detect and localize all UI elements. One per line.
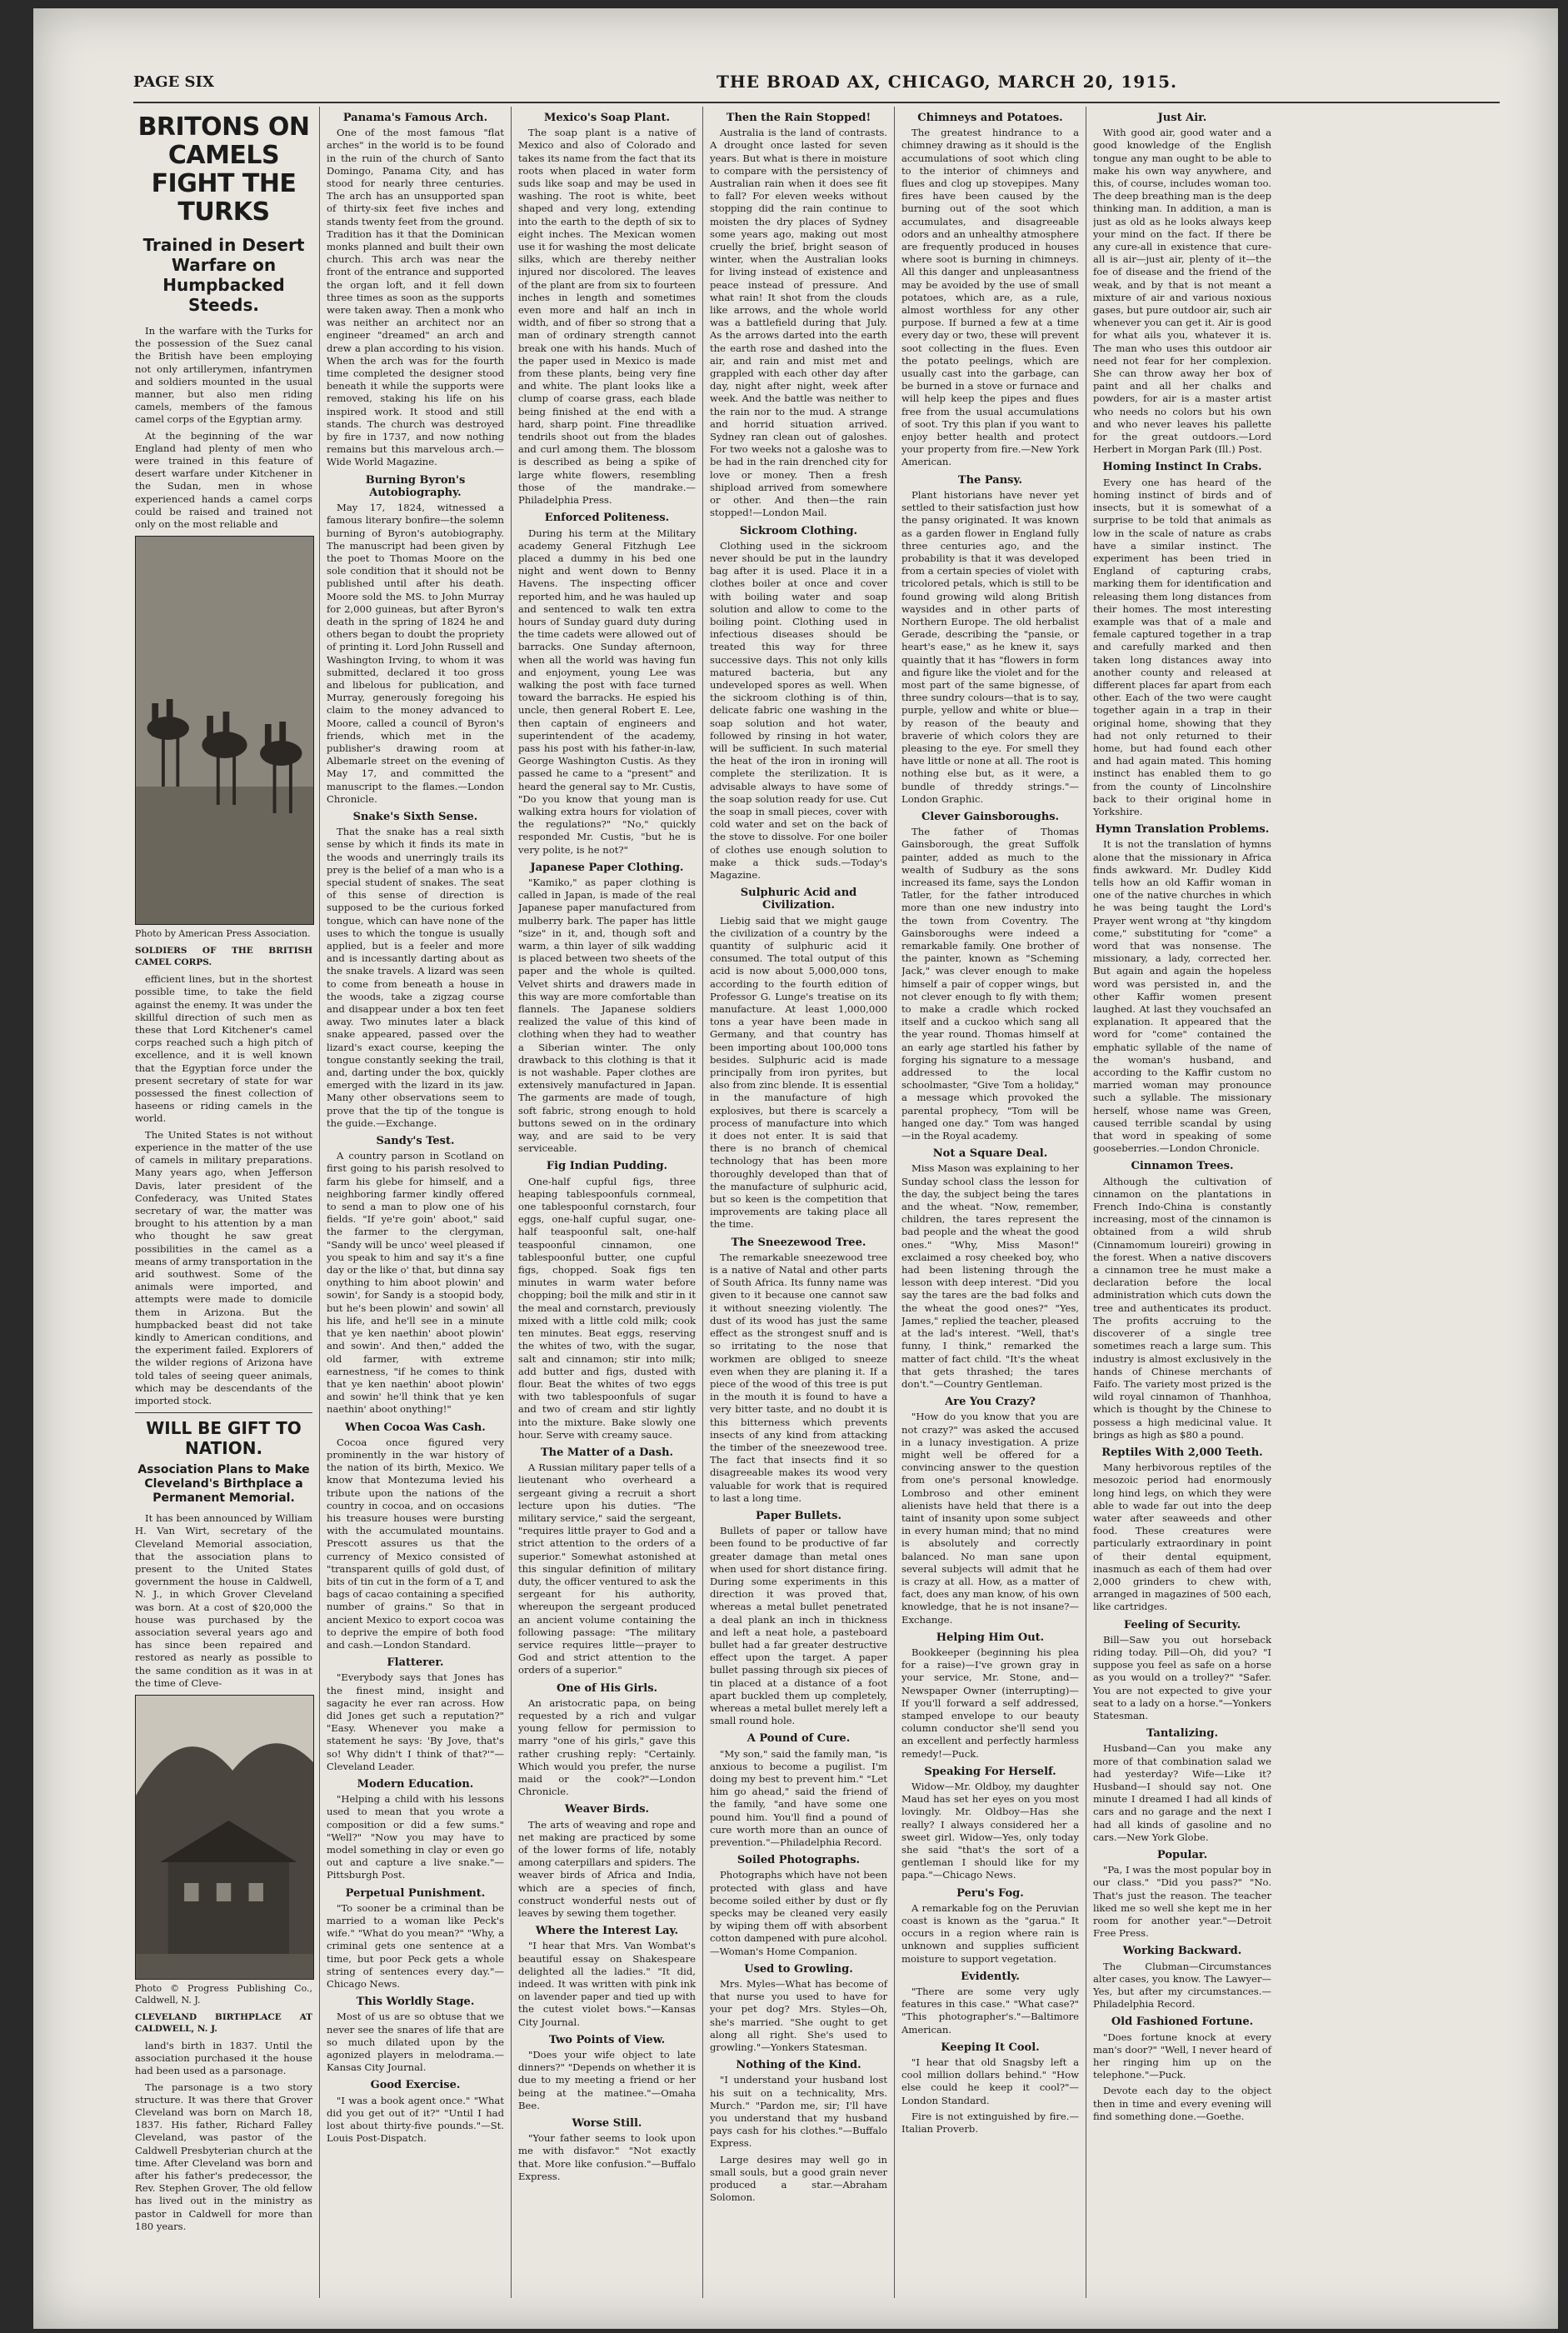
article-text: Miss Mason was explaining to her Sunday school class the lesson for the day, the subject being the tares and the wheat. "Now, remember, children, the tares represent the bad people and the wheat the good ones." "Why, Miss Mason!" exclaimed a rosy cheeked boy, who had been listening through the lesson with deep interest. "Did you say the tares are the bad folks and the wheat the good ones?" "Yes, James," replied the teacher, pleased at the lad's interest. "Well, that's funny, I think," remarked the matter of fact child. "It's the wheat that gets thrashed; the tares don't."—Country Gentleman.: [901, 1162, 1079, 1390]
article-title: Sickroom Clothing.: [739, 524, 858, 537]
article-text: "Does fortune knock at every man's door?" "Well, I never heard of her ringing him up on the telephone."—Puck.: [1093, 2031, 1271, 2081]
article-text: A Russian military paper tells of a lieutenant who overheard a sergeant giving a recruit a short lecture upon his duties. "The military service," said the sergeant, "requires little prayer to God and a strict attention to the orders of a superior." Somewhat astonished at this singular definition of military duty, the officer ventured to ask the sergeant for his authority, whereupon the sergeant produced an ancient volume containing the following passage: "The military service requires little—prayer to God and strict attention to the orders of a superior.": [518, 1461, 696, 1676]
article-title: The Sneezewood Tree.: [731, 1236, 866, 1249]
article-text: "I hear that Mrs. Van Wombat's beautiful essay on Shakespeare delighted all the ladies." "It did, indeed. It was written with pink ink on lavender paper and tied up with the cutest violet bows."—Kansas City Journal.: [518, 1940, 696, 2028]
newspaper-page: [33, 8, 1558, 2329]
article-text: With good air, good water and a good knowledge of the English tongue any man ought to be able to make his own way anywhere, and this, of course, includes woman too. The deep breathing man is the deep thinking man. In addition, a man is just as old as he looks always keep your mind on the fact. If there be any cure-all in existence that cure-all is air—just air, plenty of it—the foe of disease and the friend of the weak, and by that is not meant a mixture of air and various noxious gases, but pure outdoor air, such air whenever you can get it. Air is good for what ails you, whatever it is. The man who uses this outdoor air need not fear for her complexion. She can throw away her box of paint and all her chalks and powders, for air is a master artist who needs no colors but his own and who never leaves his pallette for the great outdoors.—Lord Herbert in Morgan Park (Ill.) Post.: [1093, 127, 1271, 456]
article-title: Fig Indian Pudding.: [546, 1160, 668, 1173]
article-title: Hymn Translation Problems.: [1095, 823, 1270, 837]
article-text: An aristocratic papa, on being requested by a rich and vulgar young fellow for permission to marry "one of his girls," gave this rather crushing reply: "Certainly. Which would you prefer, the nurse maid or the cook?"—London Chronicle.: [518, 1696, 696, 1798]
article-title: Good Exercise.: [370, 2079, 461, 2092]
article-title: Feeling of Security.: [1123, 1618, 1241, 1631]
article-text: It is not the translation of hymns alone that the missionary in Africa finds awkward. Mr. Dudley Kidd tells how an old Kaffir woman in one of the native churches in which he was being taught the Lord's Prayer went wrong at "thy kingdom come," substituting for "come" a word that was nonsense. The missionary, a lady, corrected her. But again and again the hopeless word was persisted in, and the other Kaffir women present laughed. At last they vouchsafed an explanation. It appeared that the word for "come" contained the emphatic syllable of the name of the woman's husband, and according to the Kaffir custom no married woman may pronounce such a syllable. The missionary herself, whose name was Green, caused terrible scandal by using that word in speaking of some gooseberries.—London Chronicle.: [1093, 838, 1271, 1155]
article-text: "Everybody says that Jones has the finest mind, insight and sagacity he ever ran across. How did Jones get such a reputation?" "Easy. Whenever you make a statement he says: 'By Jove, that's so! Why didn't I think of that?'"—Cleveland Leader.: [327, 1671, 504, 1772]
article-text: Fire is not extinguished by fire.—Italian Proverb.: [901, 2110, 1079, 2136]
article-text: The greatest hindrance to a chimney drawing as it should is the accumulations of soot which cling to the interior of chimneys and flues and clog up stovepipes. Many fires have been caused by the burning out of the soot which accumulates, and disagreeable odors and an unhealthy atmosphere are frequently produced in houses where soot is burning in chimneys. All this danger and unpleasantness may be avoided by the use of small potatoes, which are, as a rule, almost worthless for any other purpose. If burned a few at a time every day or two, these will prevent soot collecting in the flues. Even the potato peelings, which are usually cast into the garbage, can be burned in a stove or furnace and will help keep the pipes and flues free from the usual accumulations of soot. Try this plan if you want to enjoy better health and protect your property from fire.—New York American.: [901, 127, 1079, 468]
column-6: [1093, 107, 1278, 2298]
article-text: The remarkable sneezewood tree is a native of Natal and other parts of South Africa. Its funny name was given to it because one cannot saw it without sneezing violently. The dust of its wood has just the same effect as the strongest snuff and is so irritating to the nose that workmen are obliged to sneeze even when they are planing it. If a piece of the wood of this tree is put in the mouth it is found to have a very bitter taste, and no doubt it is this bitterness which prevents insects of any kind from attacking the timber of the sneezewood tree. The fact that insects find it so disagreeable makes its wood very valuable for work that is required to last a long time.: [710, 1251, 887, 1504]
article-title: Where the Interest Lay.: [535, 1925, 679, 1938]
article-text: A country parson in Scotland on first going to his parish resolved to farm his glebe for himself, and a neighboring farmer kindly offered to send a man to plow one of his fields. "If ye're goin' aboot," said the farmer to the clergyman, "Sandy will be unco' weel pleased if you speak to him and say it's a fine day or the like o' that, but dinna say onything to him aboot plowin' and sowin', for Sandy is a stoopid body, but he's been plowin' and sowin' all his life, and he'll see in a minute that ye ken naethin' aboot plowin' and sowin'. And then," added the old farmer, with extreme earnestness, "if he comes to think that ye ken naethin' aboot plowin' and sowin' he'll think that ye ken naethin' aboot onything!": [327, 1150, 504, 1416]
article-text: Clothing used in the sickroom never should be put in the laundry bag after it is used. Place it in a clothes boiler at once and cover with boiling water and soap solution and allow to come to the boiling point. Clothing used in infectious diseases should be treated this way for three successive days. This not only kills matured bacteria, but any undeveloped spores as well. When the sickroom clothing is of thin, delicate fabric one washing in the soap solution and hot water, followed by rinsing in hot water, will be sufficient. In such material the heat of the iron in ironing will complete the sterilization. It is advisable always to have some of the soap solution ready for use. Cut the soap in small pieces, cover with cold water and set on the back of the stove to dissolve. For one boiler of clothes use enough solution to make a thick suds.—Today's Magazine.: [710, 539, 887, 881]
article-title: When Cocoa Was Cash.: [345, 1421, 486, 1434]
headline-britons: BRITONS ON CAMELS FIGHT THE TURKS: [137, 112, 310, 227]
article-title: Just Air.: [1157, 112, 1207, 124]
camel-riders-image: [136, 537, 313, 924]
article-text: Large desires may well go in small souls, but a good grain never produced a star.—Abraham Solomon.: [710, 2153, 887, 2204]
article-text: The arts of weaving and rope and net making are practiced by some of the lower forms of life, notably among caterpillars and spiders. The weaver birds of Africa and India, which are a species of finch, construct wonderful nests out of leaves by sewing them together.: [518, 1818, 696, 1920]
article-text: May 17, 1824, witnessed a famous literary bonfire—the solemn burning of Byron's autobiography. The manuscript had been given by the poet to Thomas Moore on the sole condition that it should not be published until after his death. Moore sold the MS. to John Murray for 2,000 guineas, but after Byron's death in the spring of 1824 he and others began to doubt the propriety of printing it. Lord John Russell and Washington Irving, to whom it was submitted, declared it too gross and libelous for publication, and Murray, generously foregoing his claim to the money advanced to Moore, called a council of Byron's friends, which met in the publisher's drawing room at Albemarle street on the evening of May 17, and committed the manuscript to the flames.—London Chronicle.: [327, 502, 504, 805]
article-text: Cocoa once figured very prominently in the war history of the nation of its birth, Mexico. We know that Montezuma levied his tribute upon the nations of the country in cocoa, and on occasions his treasure houses were bursting with the accumulated mountains. Prescott assures us that the currency of Mexico consisted of "transparent quills of gold dust, of bits of tin cut in the form of a T, and bags of cacao containing a specified number of grains." So that in ancient Mexico to export cocoa was to deprive the empire of both food and cash.—London Standard.: [327, 1436, 504, 1651]
article-text: At the beginning of the war England had plenty of men who were trained in this feature of desert warfare under Kitchener in the Sudan, men in whose experienced hands a camel corps could be raised and trained not only on the most reliable and: [135, 429, 312, 531]
article-text: In the warfare with the Turks for the possession of the Suez canal the British have been employing not only artillerymen, infantrymen and soldiers mounted in the usual manner, but also men riding camels, members of the famous camel corps of the Egyptian army.: [135, 325, 312, 426]
article-text: Devote each day to the object then in time and every evening will find something done.—Goethe.: [1093, 2085, 1271, 2122]
article-text: efficient lines, but in the shortest possible time, to take the field against the enemy. It was under the skillful direction of such men as these that Lord Kitchener's camel corps reached such a high pitch of excellence, and it is well known that the Egyptian force under the present secretary of state for war possessed the finest collection of haseens or riding camels in the world.: [135, 973, 312, 1125]
article-title: Paper Bullets.: [755, 1509, 842, 1522]
article-text: "Your father seems to look upon me with disfavor." "Not exactly that. More like confusion."—Buffalo Express.: [518, 2132, 696, 2182]
article-text: "My son," said the family man, "is anxious to become a pugilist. I'm doing my best to prevent him." "Let him go ahead," said the friend of the family, "and have some one pound him. You'll find a pound of cure worth more than an ounce of prevention."—Philadelphia Record.: [710, 1747, 887, 1849]
article-title: Perpetual Punishment.: [345, 1886, 486, 1900]
article-title: Panama's Famous Arch.: [342, 112, 488, 124]
article-title: A Pound of Cure.: [747, 1732, 851, 1746]
article-text: Bill—Saw you out horseback riding today. Pill—Oh, did you? "I suppose you feel as safe on a horse as you would on a trolley?" "Safer. You are not expected to give your seat to a lady on a horse."—Yonkers Statesman.: [1093, 1633, 1271, 1721]
column-4: [710, 107, 895, 2298]
article-title: Reptiles With 2,000 Teeth.: [1101, 1446, 1263, 1459]
article-title: Used to Growling.: [744, 1962, 853, 1976]
article-title: Burning Byron's Autobiography.: [365, 473, 466, 499]
cleveland-birthplace-photo: [135, 1695, 314, 1980]
article-text: Mrs. Myles—What has become of that nurse you used to have for your pet dog? Mrs. Styles—Oh, she's married. "She ought to get along all right. She's used to growling."—Yonkers Statesman.: [710, 1978, 887, 2054]
page-header: [133, 68, 1500, 103]
article-title: The Matter of a Dash.: [540, 1446, 674, 1459]
article-text: Husband—Can you make any more of that combination salad we had yesterday? Wife—Like it? Husband—I should say not. One minute I dreamed I had all kinds of cars and no garage and the next I had all kinds of gasoline and no cars.—New York Globe.: [1093, 1742, 1271, 1843]
article-title: Clever Gainsboroughs.: [921, 810, 1060, 823]
article-title: Modern Education.: [357, 1778, 474, 1791]
column-2: [327, 107, 512, 2298]
article-text: The Clubman—Circumstances alter cases, you know. The Lawyer—Yes, but after my circumstances.—Philadelphia Record.: [1093, 1960, 1271, 2011]
article-text: "There are some very ugly features in this case." "What case?" "This photographer's."—Baltimore American.: [901, 1986, 1079, 2036]
article-text: "To sooner be a criminal than be married to a woman like Peck's wife." "What do you mean?" "Why, a criminal gets one sentence at a time, but poor Peck gets a whole string of sentences every day."—Chicago News.: [327, 1901, 504, 1991]
article-title: Not a Square Deal.: [932, 1147, 1048, 1161]
article-title: Evidently.: [961, 1970, 1020, 1983]
article-text: During his term at the Military academy General Fitzhugh Lee placed a dummy in his bed one night and went down to Benny Havens. The inspecting officer reported him, and he was hauled up and sentenced to walk ten extra hours of Sunday guard duty during the time cadets were allowed out of barracks. One Sunday afternoon, when all the world was having fun and enjoyment, young Lee was walking the post with face turned toward the barracks. He espied his uncle, then general Robert E. Lee, then captain of engineers and superintendent of the academy, pass his post with his father-in-law, George Washington Custis. As they passed he came to a "present" and heard the general say to Mr. Custis, "Do you know that young man is walking extra hours for violation of the regulations?" "No," quickly responded Mr. Custis, "but he is very polite, is he not?": [518, 527, 696, 856]
article-text: Plant historians have never yet settled to their satisfaction just how the pansy originated. It was known as a garden flower in England fully three centuries ago, and the probability is that it was developed from a certain species of violet with tricolored petals, which is still to be found growing wild along British waysides and in other parts of Northern Europe. The old herbalist Gerade, describing the "pansie, or heart's ease," as he knew it, says quaintly that it has "flowers in form and figure like the violet and for the most part of the same bignesse, of three sundry colours—that is to say, purple, yellow and white or blue—by reason of the beauty and braverie of which colors they are pleasing to the eye. For smell they have little or none at all. The root is nothing else but, as it were, a bundle of threddy strings."—London Graphic.: [901, 488, 1079, 805]
article-title: Sandy's Test.: [376, 1135, 455, 1148]
photo-credit: Photo © Progress Publishing Co., Caldwell, N. J.: [135, 1983, 312, 2006]
article-title: Helping Him Out.: [936, 1631, 1045, 1644]
article-text: A remarkable fog on the Peruvian coast is known as the "garua." It occurs in a region where rain is unknown and supplies sufficient moisture to support vegetation.: [901, 1901, 1079, 1965]
article-title: Weaver Birds.: [564, 1803, 650, 1816]
column-1: [135, 107, 320, 2298]
article-text: Every one has heard of the homing instinct of birds and of insects, but it is somewhat of a surprise to be told that animals as low in the scale of nature as crabs have a similar instinct. The experiment has been tried in England of capturing crabs, marking them for identification and releasing them long distances from their homes. The most interesting example was that of a male and female captured together in a trap and carefully marked and then taken long distances away into another county and released at different places far apart from each other. Each of the two were caught together again in a trap in their original home, showing that they had not only returned to their home, but had found each other and had again mated. This homing instinct has enabled them to go from the county of Lincolnshire back to their original home in Yorkshire.: [1093, 476, 1271, 817]
article-title: Popular.: [1156, 1849, 1208, 1862]
article-text: Bookkeeper (beginning his plea for a raise)—I've grown gray in your service, Mr. Stone, and— Newspaper Owner (interrupting)—If you'll forward a self addressed, stamped envelope to our beauty column conductor she'll send you an excellent and perfectly harmless remedy!—Puck.: [901, 1646, 1079, 1760]
article-title: Snake's Sixth Sense.: [352, 810, 478, 823]
article-text: "Helping a child with his lessons used to mean that you wrote a composition or did a few sums." "Well?" "Now you may have to model something in clay or even go out and capture a live snake."—Pittsburgh Post.: [327, 1793, 504, 1881]
article-title: Worse Still.: [572, 2117, 642, 2131]
photo-caption: SOLDIERS OF THE BRITISH CAMEL CORPS.: [135, 946, 312, 968]
subhead-trained: Trained in Desert Warfare on Humpbacked Steeds.: [142, 235, 305, 315]
article-title: Then the Rain Stopped!: [726, 112, 871, 124]
article-title: Mexico's Soap Plant.: [544, 112, 670, 124]
article-text: The parsonage is a two story structure. It was there that Grover Cleveland was born on March 18, 1837. His father, Richard Falley Cleveland, was pastor of the Caldwell Presbyterian church at the time. After Cleveland was born and after his father's predecessor, the Rev. Stephen Grover, The old fellow has lived out in the ministry as pastor in Caldwell for more than 180 years.: [135, 2081, 312, 2232]
photo-credit: Photo by American Press Association.: [135, 928, 311, 940]
article-text: Liebig said that we might gauge the civilization of a country by the quantity of sulphuric acid it consumed. The total output of this acid is now about 5,000,000 tons, according to the fourth edition of Professor G. Lunge's treatise on its manufacture. At least 1,000,000 tons a year have been made in Germany, and that country has been importing about 100,000 tons besides. Sulphuric acid is made principally from iron pyrites, but also from zinc blende. It is essential in the manufacture of high explosives, but there is scarcely a process of manufacture into which it does not enter. It is said that there is no branch of chemical technology that has been more thoroughly developed than that of the manufacture of sulphuric acid, but so keen is the competition that improvements are taking place all the time.: [710, 914, 887, 1231]
article-text: "Does your wife object to late dinners?" "Depends on whether it is due to my meeting a friend or her being at the matinee."—Omaha Bee.: [518, 2049, 696, 2111]
article-title: Peru's Fog.: [956, 1886, 1024, 1900]
article-title: Cinnamon Trees.: [1131, 1160, 1234, 1173]
divider: [135, 1412, 312, 1413]
article-title: Tantalizing.: [1146, 1727, 1218, 1741]
article-text: The soap plant is a native of Mexico and also of Colorado and takes its name from the fact that its roots when placed in water form suds like soap and may be used in washing. The root is white, beet shaped and very long, extending into the earth to the depth of six to eight inches. The Mexican women use it for washing the most delicate silks, which are thereby neither injured nor discolored. The leaves of the plant are from six to fourteen inches in length and sometimes even more and half an inch in width, and of fiber so strong that a man of ordinary strength cannot break one with his hands. Much of the paper used in Mexico is made from these plants, being very fine and white. The plant looks like a clump of coarse grass, each blade being finished at the end with a hard, sharp point. Fine threadlike tendrils shoot out from the blades and curl among them. The blossom is described as being a spike of large white flowers, resembling those of the mandrake.—Philadelphia Press.: [518, 127, 696, 507]
page-number: PAGE SIX: [133, 73, 214, 91]
article-text: "Kamiko," as paper clothing is called in Japan, is made of the real Japanese paper manufactured from mulberry bark. The paper has little "size" in it, and, though soft and warm, a thin layer of silk wadding is placed between two sheets of the paper and the whole is quilted. Velvet shirts and drawers made in this way are more comfortable than flannels. The Japanese soldiers realized the value of this kind of clothing when they had to weather a Siberian winter. The only drawback to this clothing is that it is not washable. Paper clothes are extensively manufactured in Japan. The garments are made of tough, soft fabric, strong enough to hold buttons sewed on in the ordinary way, and are said to be very serviceable.: [518, 876, 696, 1155]
headline-gift-to-nation: WILL BE GIFT TO NATION.: [146, 1418, 302, 1459]
subhead-cleveland: Association Plans to Make Cleveland's Birthplace a Permanent Memorial.: [137, 1463, 310, 1506]
article-text: "How do you know that you are not crazy?" was asked the accused in a lunacy investigation. A prize might well be offered for a convincing answer to the question from one's personal knowledge. Lombroso and other eminent alienists have held that there is a taint of insanity upon some subject in every human mind; that no mind is absolutely and correctly balanced. No man sane upon several subjects will admit that he is crazy at all. How, as a matter of fact, does any man know, of his own knowledge, that he is not insane?—Exchange.: [901, 1411, 1079, 1626]
article-text: Photographs which have not been protected with glass and have become soiled either by dust or fly specks may be cleaned very easily by wiping them off with absorbent cotton dampened with pure alcohol.—Woman's Home Companion.: [710, 1869, 887, 1957]
article-text: "I understand your husband lost his suit on a technicality, Mrs. Murch." "Pardon me, sir; I'll have you understand that my husband pays cash for his clothes."—Buffalo Express.: [710, 2074, 887, 2150]
photo-caption: CLEVELAND BIRTHPLACE AT CALDWELL, N. J.: [135, 2012, 312, 2034]
article-title: Sulphuric Acid and Civilization.: [740, 887, 857, 912]
article-title: Flatterer.: [387, 1656, 444, 1670]
article-title: Chimneys and Potatoes.: [917, 112, 1063, 124]
masthead: THE BROAD AX, CHICAGO, MARCH 20, 1915.: [717, 72, 1178, 92]
article-title: Homing Instinct In Crabs.: [1102, 461, 1262, 474]
article-text: "I hear that old Snagsby left a cool million dollars behind." "How else could he keep it cool?"—London Standard.: [901, 2056, 1079, 2106]
article-text: "Pa, I was the most popular boy in our class." "Did you pass?" "No. That's just the reason. The teacher liked me so well she kept me in her room for another year."—Detroit Free Press.: [1093, 1864, 1271, 1940]
article-title: Working Backward.: [1122, 1945, 1242, 1958]
article-title: Soiled Photographs.: [737, 1854, 861, 1867]
article-title: Enforced Politeness.: [544, 512, 670, 525]
article-title: The Pansy.: [957, 473, 1023, 487]
article-title: Keeping It Cool.: [941, 2041, 1040, 2054]
article-title: Japanese Paper Clothing.: [530, 861, 684, 874]
article-text: It has been announced by William H. Van Wirt, secretary of the Cleveland Memorial association, that the association plans to present to the United States government the house in Caldwell, N. J., in which Grover Cleveland was born. At a cost of $20,000 the house was purchased by the association several years ago and has since been repaired and restored as nearly as possible to the same condition as it was in at the time of Cleve-: [135, 1512, 312, 1689]
article-title: Are You Crazy?: [945, 1396, 1036, 1409]
article-text: The United States is not without experience in the matter of the use of camels in military preparations. Many years ago, when Jefferson Davis, later president of the Confederacy, was United States secretary of war, the matter was brought to his attention by a man who thought he saw great possibilities in the camel as a means of army transportation in the arid southwest. Some of the animals were imported, and attempts were made to domicile them in Arizona. But the humpbacked beast did not take kindly to American conditions, and the experiment failed. Explorers of the wilder regions of Arizona have told tales of seeing queer animals, which may be descendants of the imported stock.: [135, 1128, 312, 1406]
article-title: Nothing of the Kind.: [736, 2059, 861, 2072]
article-text: Most of us are so obtuse that we never see the snares of life that are so much dilated upon by the agonized players in melodrama.—Kansas City Journal.: [327, 2011, 504, 2074]
article-title: One of His Girls.: [556, 1681, 658, 1695]
house-image: [136, 1696, 313, 1979]
article-text: One of the most famous "flat arches" in the world is to be found in the ruin of the church of Santo Domingo, Panama City, and has stood for nearly three centuries. The arch has an unsupported span of thirty-six feet five inches and stands twenty feet from the ground. Tradition has it that the Dominican monks planned and built their own church. This arch was near the front of the entrance and supported the organ loft, and it fell down three times as soon as the supports were taken away. Then a monk who was neither an architect nor an engineer "dreamed" an arch and drew a plan according to his vision. When the arch was for the fourth time completed the designer stood beneath it while the supports were removed, staking his life on his inspired work. It stood and still stands. The church was destroyed by fire in 1737, and now nothing remains but this marvelous arch.—Wide World Magazine.: [327, 127, 504, 468]
article-text: One-half cupful figs, three heaping tablespoonfuls cornmeal, one tablespoonful cornstarch, four eggs, one-half cupful sugar, one-half teaspoonful salt, one-half teaspoonful cinnamon, one tablespoonful butter, one cupful figs, chopped. Soak figs ten minutes in warm water before chopping; boil the milk and stir in it the meal and cornstarch, previously mixed with a little cold milk; cook ten minutes. Beat eggs, reserving the whites of two, with the sugar, salt and cinnamon; stir into milk; add butter and figs, dusted with flour. Beat the whites of two eggs with two tablespoonfuls of sugar and two of cream and stir lightly into the mixture. Bake slowly one hour. Serve with creamy sauce.: [518, 1175, 696, 1441]
article-text: Many herbivorous reptiles of the mesozoic period had enormously long hind legs, on which they were able to wade far out into the deep water after seaweeds and other food. These creatures were particularly extraordinary in point of their dental equipment, inasmuch as each of them had over 2,000 grinders to chew with, arranged in magazines of 500 each, like cartridges.: [1093, 1461, 1271, 1613]
article-text: The father of Thomas Gainsborough, the great Suffolk painter, added as much to the wealth of Sudbury as the sons increased its fame, says the London Tatler, for the father introduced more than one new industry into the town from Coventry. The Gainsboroughs were indeed a remarkable family. One brother of the painter, known as "Scheming Jack," was clever enough to make himself a pair of copper wings, but not clever enough to fly with them; to make a cradle which rocked itself and a cuckoo which sang all the year round. Thomas himself at an early age startled his father by forging his signature to a message addressed to the local schoolmaster, "Give Tom a holiday," a message which provoked the parental prophecy, "Tom will be hanged one day." Tom was hanged—in the Royal academy.: [901, 826, 1079, 1142]
article-title: Two Points of View.: [548, 2033, 666, 2046]
article-title: Speaking For Herself.: [924, 1765, 1056, 1778]
camel-corps-photo: [135, 536, 314, 925]
article-text: Australia is the land of contrasts. A drought once lasted for seven years. But what is there in moisture to compare with the persistency of Australian rain when it does see fit to fall? For eleven weeks without stopping did the rain continue to moisten the dry places of Sydney some years ago, making out most cruelly the brief, bright season of winter, when the Australian looks for living instead of existence and peace instead of pressure. And what rain! It shot from the clouds like arrows, and the whole world was a battlefield during that July. As the arrows darted into the earth the earth rose and dashed into the air, and rain and mist met and grappled with each other day after day, night after night, week after week. And the battle was neither to the rain nor to the mud. A strange and horrid situation arrived. Sydney ran clean out of galoshes. For two weeks not a galoshe was to be had in the rain drenched city for love or money. Then a fresh shipload arrived from somewhere or other. And then—the rain stopped!—London Mail.: [710, 127, 887, 519]
article-text: Bullets of paper or tallow have been found to be productive of far greater damage than metal ones when used for short distance firing. During some experiments in this direction it was proved that, whereas a metal bullet penetrated a deal plank an inch in thickness and left a neat hole, a pasteboard bullet had a far greater destructive effect upon the target. A paper bullet passing through six pieces of tin placed at a distance of a foot apart buckled them up completely, whereas a metal bullet merely left a small round hole.: [710, 1525, 887, 1727]
column-5: [901, 107, 1086, 2298]
article-title: This Worldly Stage.: [356, 1996, 475, 2009]
column-3: [518, 107, 703, 2298]
article-text: "I was a book agent once." "What did you get out of it?" "Until I had lost about thirty-five pounds."—St. Louis Post-Dispatch.: [327, 2094, 504, 2145]
article-text: land's birth in 1837. Until the association purchased it the house had been used as a parsonage.: [135, 2040, 312, 2077]
article-text: Although the cultivation of cinnamon on the plantations in French Indo-China is constantly increasing, most of the cinnamon is obtained from a wild shrub (Cinnamomum loureiri) growing in the forest. When a native discovers a cinnamon tree he must make a declaration before the local administration which cuts down the tree and authenticates its product. The profits accruing to the discoverer of a single tree sometimes reach a large sum. This industry is almost exclusively in the hands of Chinese merchants of Faifo. The variety most prized is the wild royal cinnamon of Thanhhoa, which is thought by the Chinese to possess a high medicinal value. It brings as high as $80 a pound.: [1093, 1175, 1271, 1441]
article-text: That the snake has a real sixth sense by which it finds its mate in the woods and unerringly trails its prey is the belief of a man who is a special student of snakes. The seat of this sense of direction is supposed to be the curious forked tongue, which can have none of the uses to which the tongue is usually applied, but is a feeler and more and is incessantly darting about as the snake travels. A lizard was seen to come from beneath a house in the woods, take a zigzag course and disappear under a box ten feet away. Two minutes later a black snake appeared, passed over the lizard's exact course, keeping the tongue constantly seeking the trail, and, darting under the box, quickly emerged with the lizard in its jaw. Many other observations seem to prove that the tip of the tongue is the guide.—Exchange.: [327, 826, 504, 1129]
article-title: Old Fashioned Fortune.: [1111, 2016, 1254, 2029]
article-text: Widow—Mr. Oldboy, my daughter Maud has set her eyes on you most lovingly. Mr. Oldboy—Has she really? I always considered her a sweet girl. Widow—Yes, only today she said "that's the sort of a gentleman I should like for my papa."—Chicago News.: [901, 1781, 1079, 1881]
